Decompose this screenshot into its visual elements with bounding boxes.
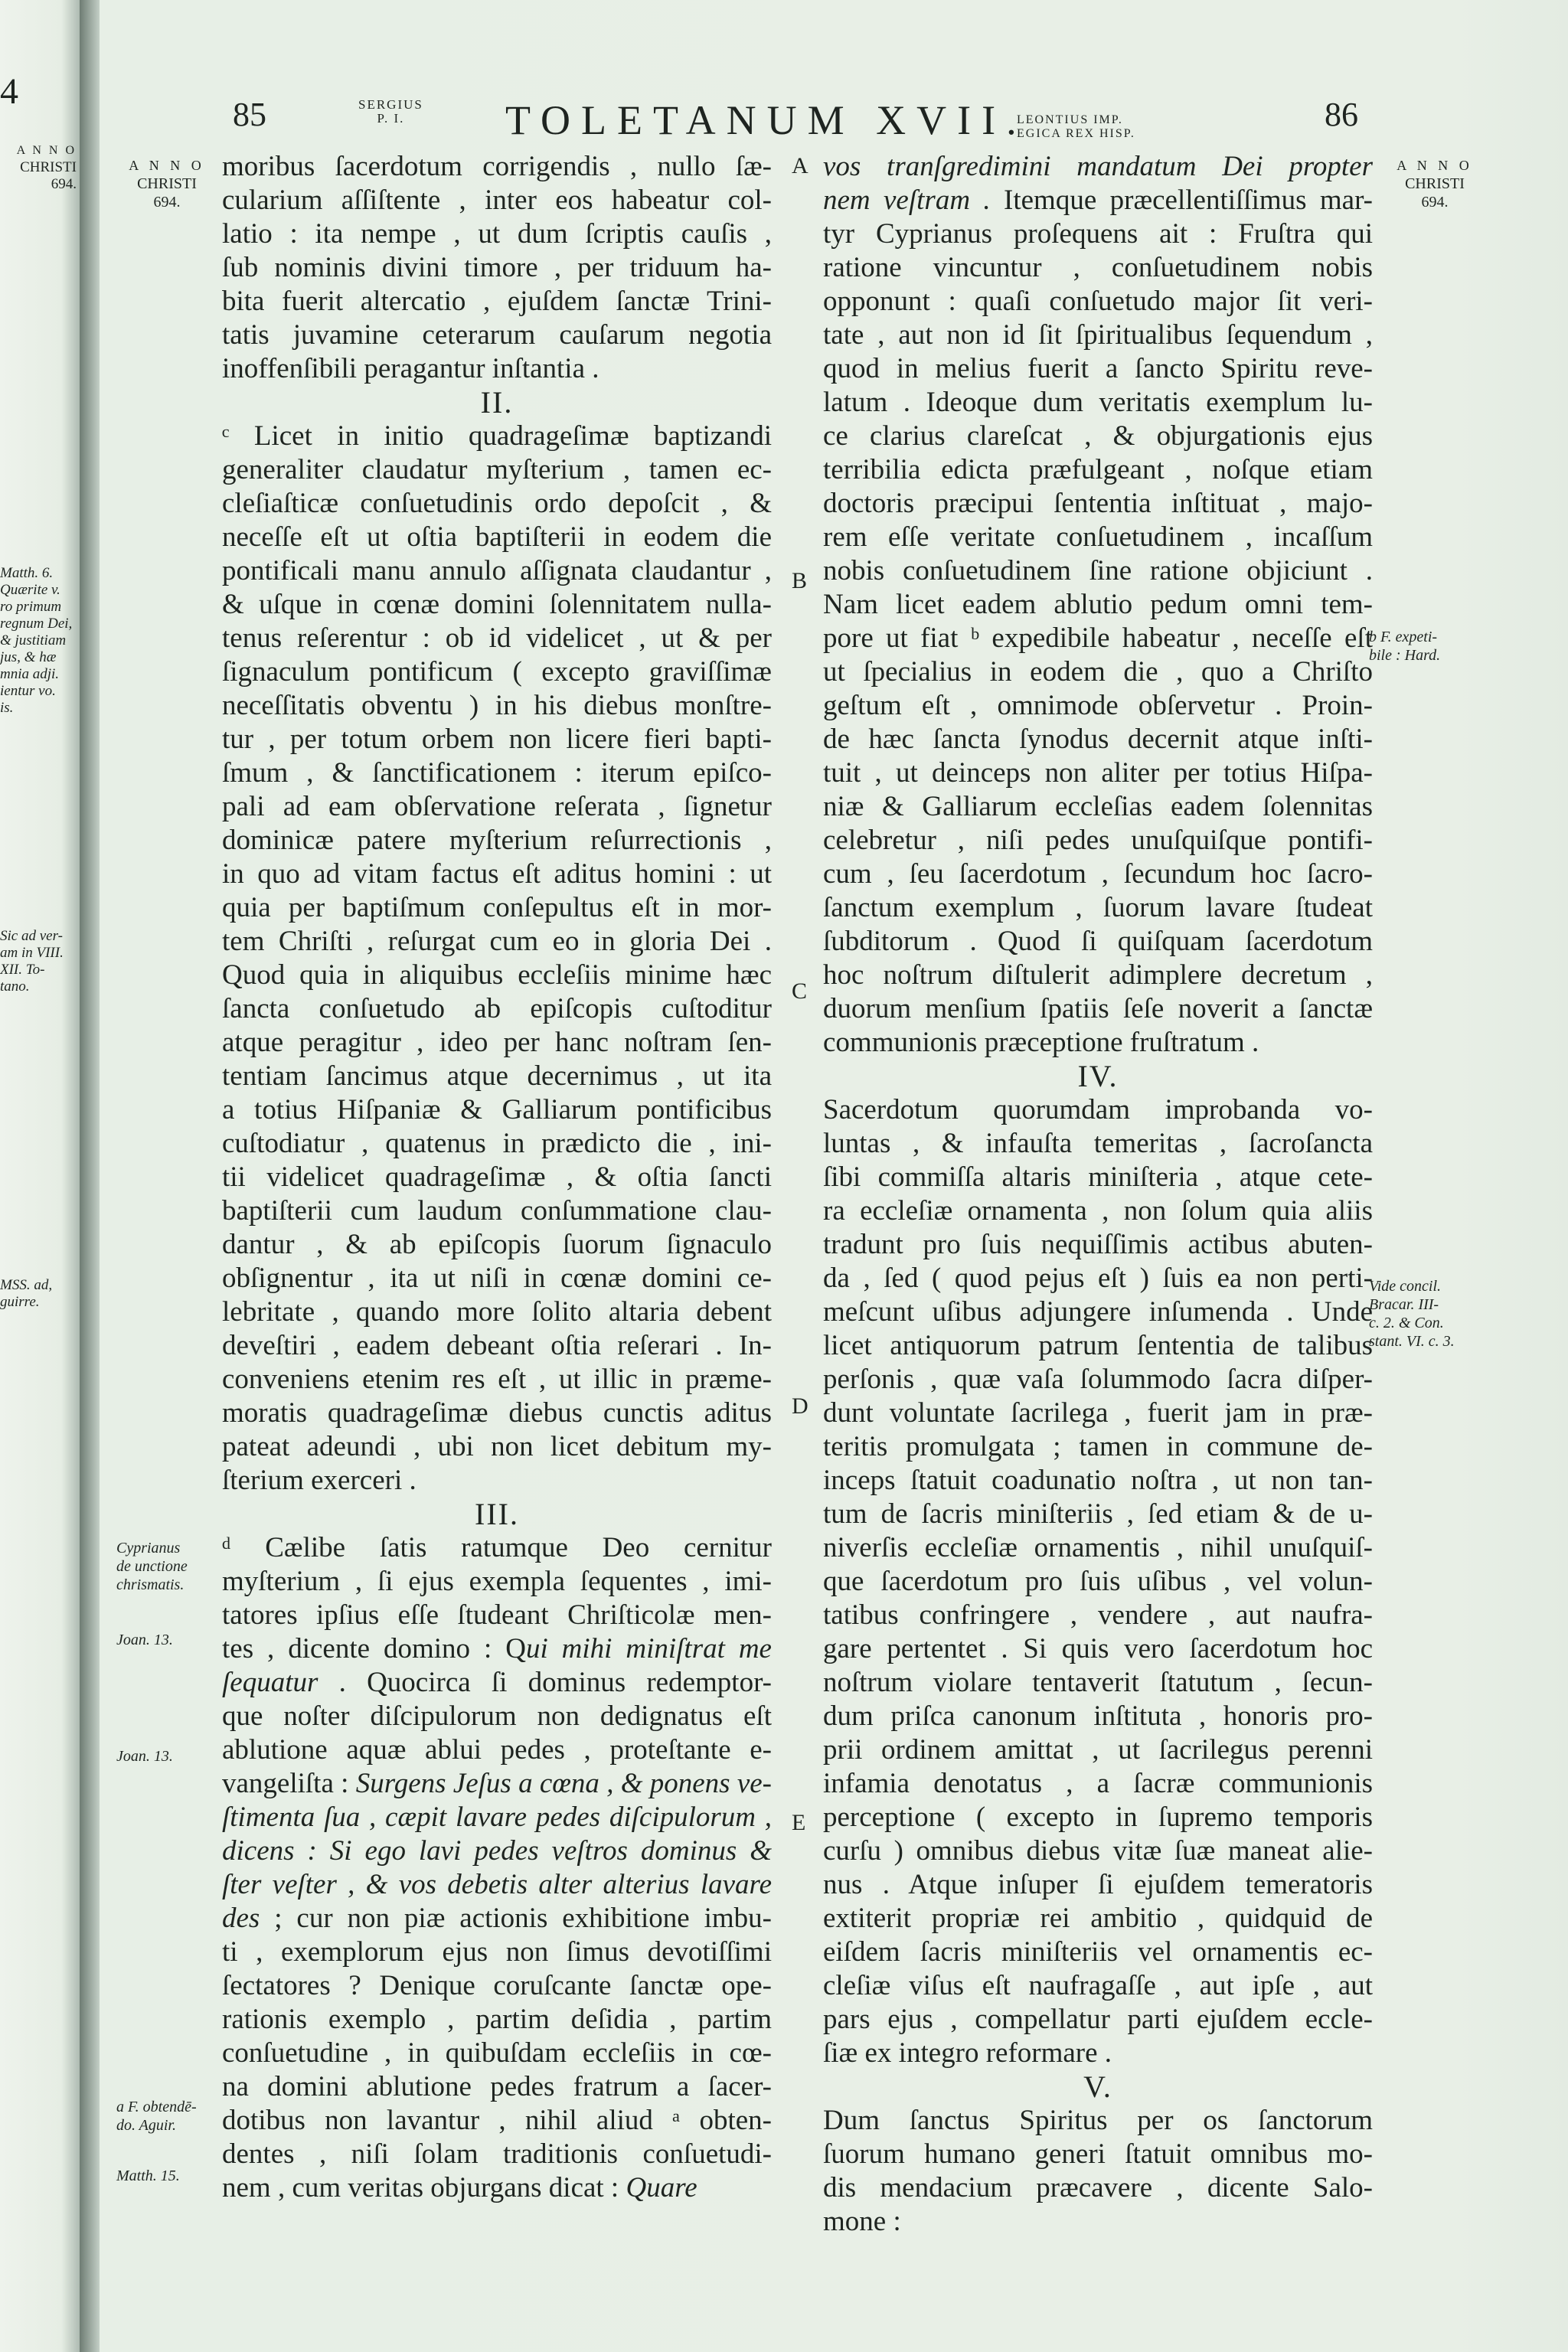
- text-line: ſectatores ? Denique coruſcante ſanctæ ope-: [222, 1970, 772, 2001]
- text-line: mone :: [823, 2206, 901, 2237]
- text-line: conveniens etenim res eſt , ut illic in præme-: [222, 1364, 772, 1395]
- text-line: myſterium , ſi ejus exempla ſequentes , imi-: [222, 1566, 772, 1597]
- section-letter: C: [792, 978, 808, 1004]
- text-line: latum . Ideoque dum veritatis exemplum lu-: [823, 387, 1373, 418]
- book-spine-shadow: [80, 0, 100, 2352]
- gloss-line: is.: [0, 700, 14, 716]
- margin-note: [116, 1631, 217, 1649]
- section-heading: IV.: [1077, 1059, 1119, 1093]
- text-line: teritis promulgata ; tamen in commune de-: [823, 1431, 1373, 1462]
- text-line: quod in melius fuerit a ſancto Spiritu reve-: [823, 353, 1373, 384]
- text-line: Nam licet eadem ablutio pedum omni tem-: [823, 589, 1373, 620]
- text-line: Dum ſanctus Spiritus per os ſanctorum: [823, 2105, 1373, 2136]
- text-line: tur , per totum orbem non licere fieri bapti-: [222, 724, 772, 755]
- text-line: cum , ſeu ſacerdotum , ſecundum hoc ſacro-: [823, 858, 1373, 890]
- text-line: ſignaculum pontificum ( excepto graviſſimæ: [222, 656, 772, 688]
- text-line: ᶜ Licet in initio quadrageſimæ baptizandi: [222, 420, 772, 452]
- text-line: Sacerdotum quorumdam improbanda vo-: [823, 1094, 1373, 1125]
- text-line: ti , exemplorum ejus non ſimus devotiſſimi: [222, 1936, 772, 1968]
- text-line: neceſſe eſt ut oſtia baptiſterii in eodem die: [222, 521, 772, 553]
- section-letter: E: [792, 1810, 806, 1835]
- text-line: nus . Atque inſuper ſi ejuſdem temeratoris: [823, 1869, 1373, 1900]
- text-line: communionis præceptione fruſtratum .: [823, 1027, 1259, 1058]
- margin-note-line: A N N O: [1396, 158, 1473, 173]
- text-line: [823, 184, 1373, 217]
- margin-note-line: de unctione: [116, 1558, 188, 1575]
- text-line: pali ad eam obſervatione reſerata , ſignetur: [222, 791, 772, 822]
- margin-note-line: Cyprianus: [116, 1540, 181, 1557]
- section-heading: V.: [1083, 2069, 1112, 2104]
- text-line: noſtrum violare tentaverit ſtatutum , ſecun-: [823, 1667, 1373, 1698]
- text-line: dotibus non lavantur , nihil aliud ᵃ obten-: [222, 2105, 772, 2136]
- margin-note-line: a F. obtendē-: [116, 2099, 197, 2115]
- text-line: [222, 1767, 772, 1801]
- italic-text: ſequatur: [222, 1667, 339, 1698]
- text-line: pateat adeundi , ubi non licet debitum my-: [222, 1431, 772, 1462]
- text-line: tatores ipſius eſſe ſtudeant Chriſticolæ men-: [222, 1599, 772, 1631]
- gloss-line: ientur vo.: [0, 683, 56, 699]
- text-line: eiſdem ſacris miniſteriis vel ornamentis ec-: [823, 1936, 1373, 1968]
- margin-note-line: chrismatis.: [116, 1576, 185, 1593]
- gloss-line: am in VIII.: [0, 945, 64, 961]
- text-line: pars ejus , compellatur parti ejuſdem eccle-: [823, 2004, 1373, 2035]
- text-line: licet antiquorum patrum ſententia de talibus: [823, 1330, 1373, 1361]
- text-line: gare pertentet . Si quis vero ſacerdotum hoc: [823, 1633, 1373, 1664]
- text-line: ratione vincuntur , conſuetudinem nobis: [823, 252, 1373, 283]
- text-line: duorum menſium ſpatiis ſeſe noverit a ſanctæ: [823, 993, 1373, 1024]
- text-line: ut ſpecialius in eodem die , quo a Chriſto: [823, 656, 1373, 688]
- roman-text: ; cur non piæ actionis exhibitione imbu-: [274, 1903, 772, 1934]
- text-line: cuſtodiatur , quatenus in prædicto die , ini-: [222, 1128, 772, 1159]
- text-line: [222, 1834, 772, 1868]
- text-line: [222, 1801, 772, 1834]
- roman-text: . Quocirca ſi dominus redemptor-: [338, 1667, 772, 1698]
- section-letter: D: [792, 1393, 808, 1419]
- margin-note: [116, 156, 217, 211]
- italic-text: des: [222, 1903, 275, 1934]
- text-line: & uſque in cœnæ domini ſolennitatem nulla-: [222, 589, 772, 620]
- text-line: [823, 150, 1373, 184]
- margin-note-line: Vide concil.: [1369, 1278, 1442, 1295]
- text-line: prii ordinem amittat , ut ſacrilegus perenni: [823, 1734, 1373, 1766]
- header-rulers: LEONTIUS IMP. EGICA REX HISP.: [1017, 113, 1135, 140]
- header-pope: SERGIUS P. I.: [358, 97, 423, 126]
- text-line: tatibus confringere , vendere , aut naufra-: [823, 1599, 1373, 1631]
- margin-note-line: 694.: [1421, 194, 1449, 211]
- text-line: celebretur , niſi pedes unuſquiſque pontifi-: [823, 825, 1373, 856]
- text-line: curſu ) omnibus diebus vitæ ſuæ maneat alie-: [823, 1835, 1373, 1867]
- text-line: tatis juvamine ceterarum cauſarum negotia: [222, 319, 772, 351]
- section-heading: II.: [480, 385, 514, 420]
- text-line: perceptione ( excepto in ſupremo temporis: [823, 1802, 1373, 1833]
- text-line: generaliter claudatur myſterium , tamen ec-: [222, 454, 772, 485]
- text-line: deveſtiri , eadem debeant oſtia reſerari . In-: [222, 1330, 772, 1361]
- text-line: ſiæ ex integro reformare .: [823, 2037, 1112, 2069]
- margin-note-line: bile : Hard.: [1369, 647, 1441, 664]
- text-line: ſubditorum . Quod ſi quiſquam ſacerdotum: [823, 926, 1373, 957]
- text-line: tuit , ut deinceps non aliter per totius Hiſpa-: [823, 757, 1373, 789]
- right-text-column: [823, 150, 1373, 2239]
- margin-note-line: 694.: [153, 194, 181, 211]
- text-line: dum priſca canonum inſtituta , honoris pro-: [823, 1700, 1373, 1732]
- text-line: perſonis , quæ vaſa ſolummodo ſacra diſper-: [823, 1364, 1373, 1395]
- gloss-line: regnum Dei,: [0, 616, 73, 632]
- previous-page-anno: A N N O CHRISTI 694.: [16, 144, 77, 192]
- text-line: extiterit propriæ rei ambitio , quidquid de: [823, 1903, 1373, 1934]
- text-line: tum de ſacris miniſteriis , ſed etiam & de u-: [823, 1498, 1373, 1530]
- text-line: que noſter diſcipulorum non dedignatus eſt: [222, 1700, 772, 1732]
- roman-text: Itemque præcellentiſſimus mar-: [990, 185, 1373, 216]
- previous-page-number: 4: [0, 71, 18, 112]
- gloss-line: ro primum: [0, 599, 62, 615]
- text-line: luntas , & infauſta temeritas , ſacroſancta: [823, 1128, 1373, 1159]
- margin-note: [116, 2167, 217, 2185]
- text-line: conſuetudine , in quibuſdam eccleſiis in cœ-: [222, 2037, 772, 2069]
- text-line: de hæc ſancta ſynodus decernit atque inſti-: [823, 724, 1373, 755]
- gloss-line: XII. To-: [0, 962, 45, 978]
- text-line: ſterium exerceri .: [222, 1465, 416, 1496]
- text-line: a totius Hiſpaniæ & Galliarum pontificibus: [222, 1094, 772, 1125]
- running-title: TOLETANUM XVII.: [505, 97, 1027, 143]
- gloss-line: Sic ad ver-: [0, 928, 63, 944]
- text-line: niæ & Galliarum eccleſias eadem ſolennitas: [823, 791, 1373, 822]
- previous-page-gloss: [0, 928, 77, 995]
- text-line: moratis quadrageſimæ diebus cunctis aditus: [222, 1397, 772, 1429]
- text-line: ſmum , & ſanctificationem : iterum epiſco-: [222, 757, 772, 789]
- left-text-column: [222, 150, 772, 2205]
- margin-note-line: b F. expeti-: [1369, 629, 1438, 645]
- roman-text: tes , dicente domino : Q: [222, 1633, 526, 1664]
- text-line: terribilia edicta præfulgeant , noſque etiam: [823, 454, 1373, 485]
- margin-note-line: CHRISTI: [137, 175, 197, 192]
- italic-text: nem veſtram .: [823, 185, 991, 216]
- right-page-number: 86: [1325, 96, 1358, 133]
- text-line: dominicæ patere myſterium reſurrectionis ,: [222, 825, 772, 856]
- text-line: [222, 1868, 772, 1902]
- text-line: latio : ita nempe , ut dum ſcriptis cauſis ,: [222, 218, 772, 250]
- text-line: opponunt : quaſi conſuetudo major ſit veri-: [823, 286, 1373, 317]
- italic-text: ſter veſter , & vos debetis alter alterius lavare: [222, 1869, 772, 1900]
- text-line: pore ut fiat ᵇ expedibile habeatur , neceſſe eſt: [823, 622, 1373, 654]
- text-line: obſignentur , ita ut niſi in cœnæ domini ce-: [222, 1263, 772, 1294]
- text-line: inceps ſtatuit coadunatio noſtra , ut non tan-: [823, 1465, 1373, 1496]
- text-line: dis mendacium præcavere , dicente Salo-: [823, 2172, 1373, 2203]
- italic-text: vos tranſgredimini mandatum Dei propter: [823, 151, 1373, 182]
- text-line: dantur , & ab epiſcopis ſuorum ſignaculo: [222, 1229, 772, 1260]
- margin-note-line: Bracar. III-: [1369, 1296, 1439, 1313]
- margin-note: [1369, 628, 1501, 665]
- text-line: inoffenſibili peragantur inſtantia .: [222, 353, 599, 384]
- text-line: Quod quia in aliquibus eccleſiis minime hæc: [222, 959, 772, 991]
- text-line: neceſſitatis obventu ) in his diebus monſtre-: [222, 690, 772, 721]
- italic-text: ſtimenta ſua , cæpit lavare pedes diſcipulorum ,: [222, 1802, 772, 1833]
- text-line: ablutione aquæ ablui pedes , proteſtante e-: [222, 1734, 772, 1766]
- text-line: bita fuerit altercatio , ejuſdem ſanctæ Trini-: [222, 286, 772, 317]
- text-line: tate , aut non id ſit ſpiritualibus ſequendum ,: [823, 319, 1373, 351]
- margin-note: [1369, 1277, 1501, 1351]
- text-line: [222, 2171, 772, 2205]
- text-line: rem eſſe veritate conſuetudinem , incaſſum: [823, 521, 1373, 553]
- text-line: cleſiaſticæ conſuetudinis ordo depoſcit , &: [222, 488, 772, 519]
- text-line: tentiam ſancimus atque decernimus , ut ita: [222, 1060, 772, 1092]
- margin-note-line: A N N O: [129, 158, 205, 173]
- text-line: [222, 1632, 772, 1666]
- text-line: lebritate , quando more ſolito altaria debent: [222, 1296, 772, 1328]
- text-line: meſcunt uſibus adjungere inſumenda . Unde: [823, 1296, 1373, 1328]
- text-line: ſibi commiſſa altaris miniſteria , atque cete-: [823, 1161, 1373, 1193]
- left-page-number: 85: [233, 96, 266, 133]
- margin-note-line: stant. VI. c. 3.: [1369, 1333, 1455, 1350]
- text-line: geſtum eſt , omnimode obſervetur . Proin-: [823, 690, 1373, 721]
- text-line: dentes , niſi ſolam traditionis conſuetudi-: [222, 2138, 772, 2170]
- gloss-line: mnia adji.: [0, 666, 60, 682]
- gloss-line: tano.: [0, 978, 30, 995]
- previous-page-gloss: [0, 1277, 77, 1311]
- text-line: infamia denotatus , a ſacræ communionis: [823, 1768, 1373, 1799]
- gloss-line: guirre.: [0, 1294, 40, 1310]
- text-line: rationis exemplo , partim deſidia , partim: [222, 2004, 772, 2035]
- italic-text: ui mihi miniſtrat me: [525, 1633, 772, 1664]
- italic-text: Quare: [619, 2172, 697, 2203]
- section-letter: B: [792, 568, 808, 593]
- margin-note-line: Joan. 13.: [116, 1632, 173, 1648]
- text-line: tenus reſerentur : ob id videlicet , ut & per: [222, 622, 772, 654]
- margin-note-line: Matth. 15.: [116, 2167, 180, 2184]
- text-line: tii videlicet quadrageſimæ , & oſtia ſancti: [222, 1161, 772, 1193]
- margin-note: [116, 1747, 217, 1766]
- text-line: cleſiæ viſus eſt naufragaſſe , aut ipſe , aut: [823, 1970, 1373, 2001]
- section-letter: A: [792, 153, 808, 178]
- text-line: dunt voluntate ſacrilega , fuerit jam in præ-: [823, 1397, 1373, 1429]
- gloss-line: Matth. 6.: [0, 565, 54, 581]
- text-line: atque peragitur , ideo per hanc noſtram ſen-: [222, 1027, 772, 1058]
- text-line: ᵈ Cælibe ſatis ratumque Deo cernitur: [222, 1532, 772, 1563]
- margin-note-line: do. Aguir.: [116, 2117, 176, 2134]
- text-line: tradunt pro ſuis nequiſſimis actibus abuten-: [823, 1229, 1373, 1260]
- text-line: que ſacerdotum pro ſuis uſibus , vel volun-: [823, 1566, 1373, 1597]
- text-line: cularium aſſiſtente , inter eos habeatur col-: [222, 185, 772, 216]
- text-line: pontificali manu annulo aſſignata claudantur ,: [222, 555, 772, 586]
- margin-note-line: c. 2. & Con.: [1369, 1315, 1444, 1331]
- margin-note-line: Joan. 13.: [116, 1748, 173, 1765]
- italic-text: dicens : Si ego lavi pedes veſtros dominus &: [222, 1835, 772, 1867]
- margin-note: [116, 1539, 217, 1594]
- text-line: da , ſed ( quod pejus eſt ) ſuis ea non perti-: [823, 1263, 1373, 1294]
- margin-note-line: CHRISTI: [1405, 175, 1465, 192]
- text-line: tem Chriſti , reſurgat cum eo in gloria Dei .: [222, 926, 772, 957]
- text-line: moribus ſacerdotum corrigendis , nullo ſæ-: [222, 151, 772, 182]
- text-line: ſuorum humano generi ſtatuit omnibus mo-: [823, 2138, 1373, 2170]
- text-line: na domini ablutione pedes fratrum a ſacer-: [222, 2071, 772, 2102]
- gloss-line: MSS. ad,: [0, 1277, 53, 1293]
- text-line: ſub nominis divini timore , per triduum ha-: [222, 252, 772, 283]
- text-line: ra eccleſiæ ornamenta , non ſolum quia aliis: [823, 1195, 1373, 1227]
- margin-note: [116, 2098, 217, 2135]
- text-line: ce clarius clareſcat , & objurgationis ejus: [823, 420, 1373, 452]
- previous-page-gloss: [0, 565, 77, 717]
- text-line: [222, 1902, 772, 1936]
- section-heading: III.: [475, 1497, 519, 1531]
- text-line: in quo ad vitam factus eſt aditus homini : ut: [222, 858, 772, 890]
- roman-text: vangeliſta :: [222, 1768, 356, 1799]
- text-line: ſanctum exemplum , ſuorum lavare ſtudeat: [823, 892, 1373, 923]
- gloss-line: & justitiam: [0, 632, 67, 648]
- text-line: hoc noſtrum diſtulerit adimplere decretum ,: [823, 959, 1373, 991]
- text-line: tyr Cyprianus proſequens ait : Fruſtra qui: [823, 218, 1373, 250]
- text-line: ſancta conſuetudo ab epiſcopis cuſtoditur: [222, 993, 772, 1024]
- text-line: nobis conſuetudinem ſine ratione objiciunt .: [823, 555, 1373, 586]
- gloss-line: Quærite v.: [0, 582, 60, 598]
- text-line: [222, 1666, 772, 1700]
- margin-note: [1369, 156, 1501, 211]
- gloss-line: jus, & hæ: [0, 649, 57, 665]
- text-line: baptiſterii cum laudum conſummatione clau-: [222, 1195, 772, 1227]
- previous-page-fragment: [0, 0, 86, 2352]
- text-line: doctoris præcipui ſententia inſtituat , majo-: [823, 488, 1373, 519]
- roman-text: nem , cum veritas objurgans dicat :: [222, 2172, 619, 2203]
- italic-text: Surgens Jeſus a cœna , & ponens ve-: [355, 1768, 772, 1799]
- text-line: quia per baptiſmum conſepultus eſt in mor-: [222, 892, 772, 923]
- text-line: niverſis eccleſiæ ornamentis , nihil unuſquiſ-: [823, 1532, 1373, 1563]
